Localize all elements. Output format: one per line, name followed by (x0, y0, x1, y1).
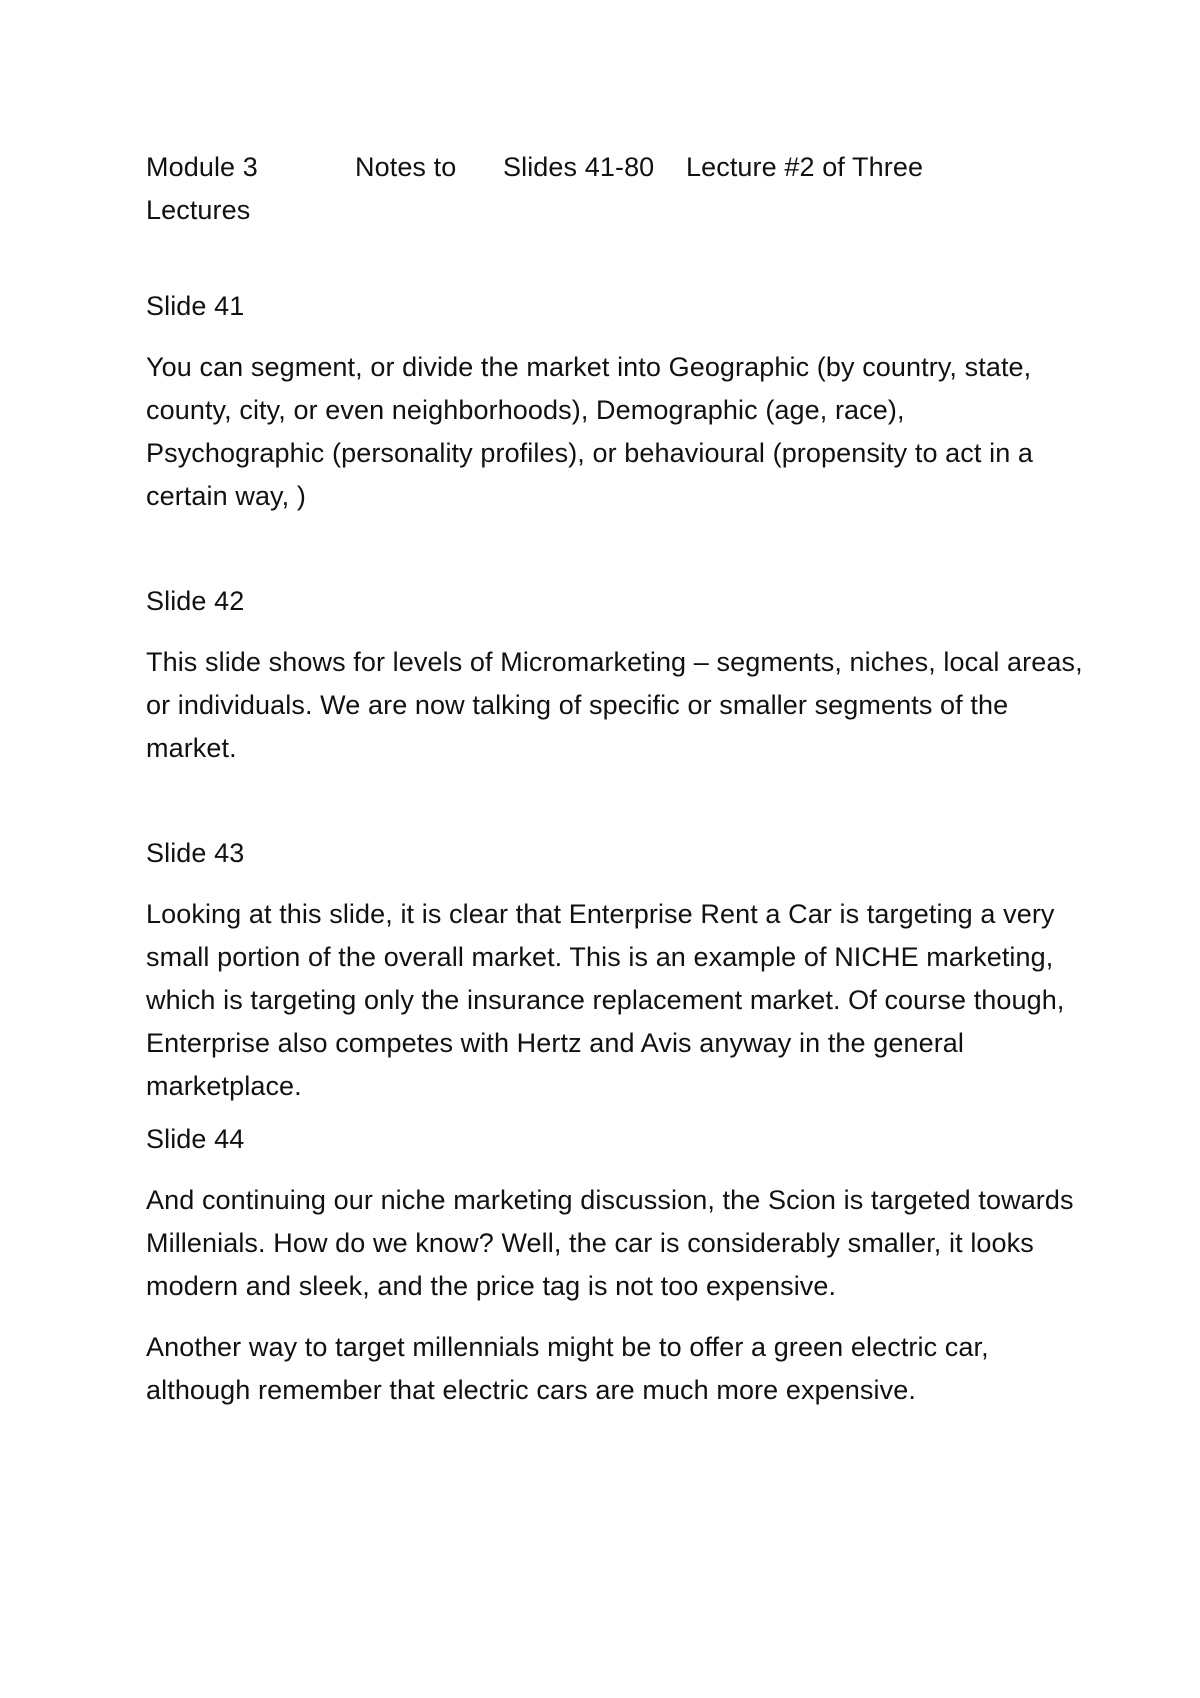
slide-44-paragraph-2: Another way to target millennials might be to offer a green electric car, although remember that electric cars are much more expensive. (146, 1332, 989, 1405)
slide-44-paragraph-1: And continuing our niche marketing discussion, the Scion is targeted towards Millenials. How do we know? Well, the car is considerably smaller, it looks modern and sleek, and the price tag is not too expensive. (146, 1185, 1074, 1301)
header-lecture: Lecture #2 of Three (686, 152, 924, 182)
slide-42-paragraph: This slide shows for levels of Micromarketing – segments, niches, local areas, or individuals. We are now talking of specific or smaller segments of the market. (146, 647, 1083, 763)
document-body (146, 146, 1086, 1412)
slide-44-heading: Slide 44 (146, 1124, 245, 1154)
slide-43-paragraph: Looking at this slide, it is clear that Enterprise Rent a Car is targeting a very small portion of the overall market. This is an example of NICHE marketing, which is targeting only the insurance replacement market. Of course though, Enterprise also competes with Hertz and Avis anyway in the general marketplace. (146, 899, 1065, 1101)
slide-41-heading: Slide 41 (146, 291, 245, 321)
header-slides: Slides 41-80 (503, 152, 655, 182)
document-header (146, 146, 1086, 189)
slide-42-heading: Slide 42 (146, 586, 245, 616)
slide-43-heading: Slide 43 (146, 838, 245, 868)
header-module: Module 3 (146, 152, 258, 182)
slide-41-paragraph: You can segment, or divide the market into Geographic (by country, state, county, city, or even neighborhoods), Demographic (age, race), Psychographic (personality profiles), or behavioural (propensity to act in a certain way, ) (146, 352, 1034, 511)
header-notes: Notes to (355, 152, 457, 182)
header-wrap-text: Lectures (146, 195, 251, 225)
